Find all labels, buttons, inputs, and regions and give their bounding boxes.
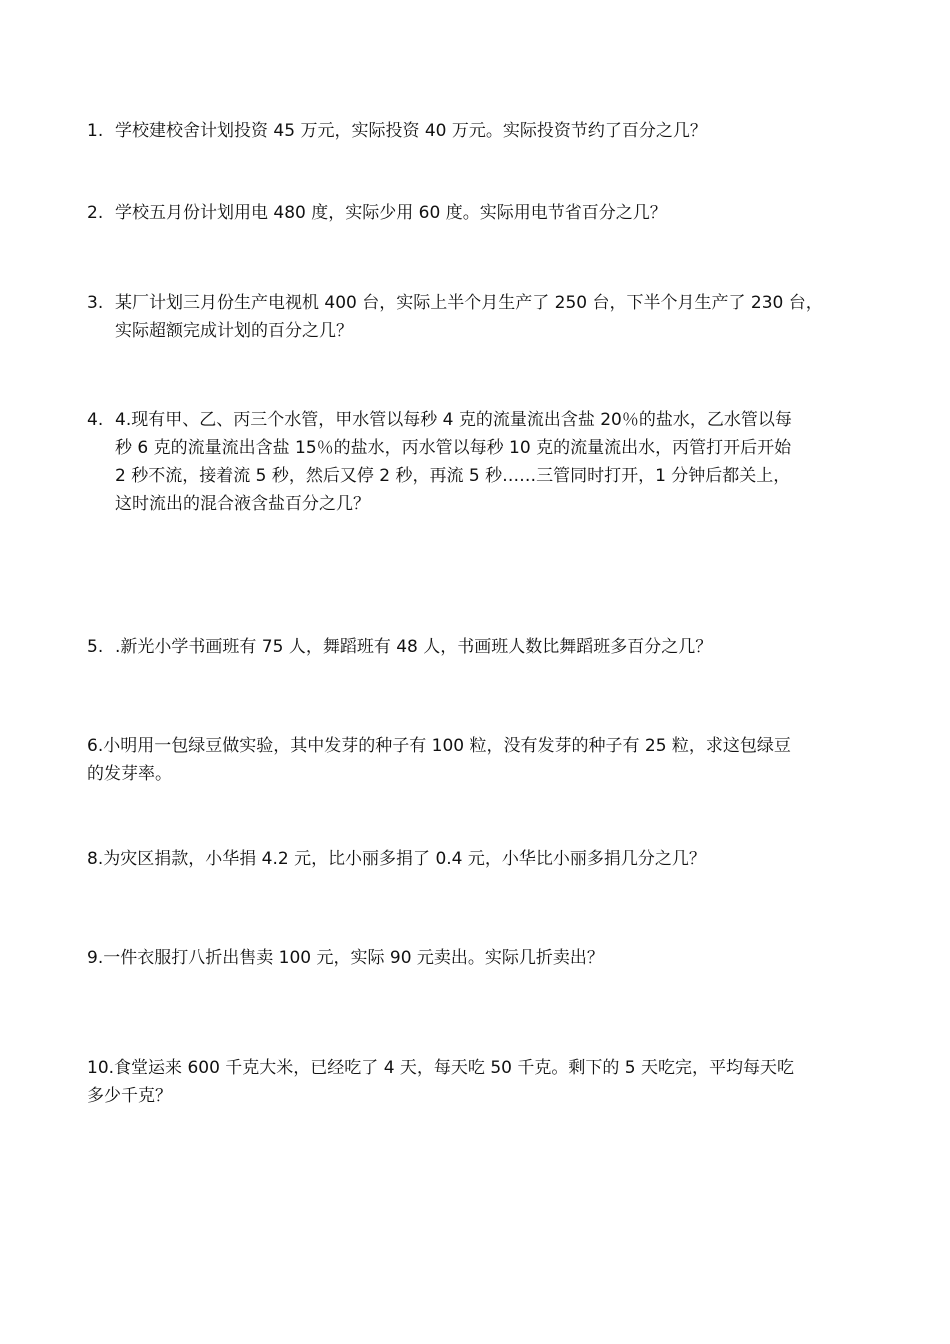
problem-2 (87, 199, 667, 227)
problem-text: 8.为灾区捐款，小华捐 4.2 元，比小丽多捐了 0.4 元，小华比小丽多捐几分之几？ (87, 849, 706, 869)
problem-text: 多少千克？ (87, 1086, 172, 1106)
problem-10 (87, 1054, 794, 1110)
problem-5 (87, 633, 712, 661)
problem-text: 2 秒不流，接着流 5 秒，然后又停 2 秒，再流 5 秒……三管同时打开，1 分钟后都关上， (115, 466, 791, 486)
problem-number: 2. (87, 203, 104, 223)
problem-text: 实际超额完成计划的百分之几？ (115, 321, 353, 341)
problem-6 (87, 732, 791, 788)
problem-text: 某厂计划三月份生产电视机 400 台，实际上半个月生产了 250 台，下半个月生产了 230 台， (115, 293, 823, 313)
problem-text: 的发芽率。 (87, 764, 172, 784)
problem-text: 4.现有甲、乙、丙三个水管，甲水管以每秒 4 克的流量流出含盐 20％的盐水，乙水管以每 (115, 410, 792, 430)
problem-text: 秒 6 克的流量流出含盐 15％的盐水，丙水管以每秒 10 克的流量流出水，丙管打开后开始 (115, 438, 792, 458)
problem-text: .新光小学书画班有 75 人，舞蹈班有 48 人，书画班人数比舞蹈班多百分之几？ (115, 637, 713, 657)
problem-number: 3. (87, 293, 104, 313)
problem-text: 学校建校舍计划投资 45 万元，实际投资 40 万元。实际投资节约了百分之几？ (115, 121, 707, 141)
problem-1 (87, 117, 707, 145)
problem-text: 学校五月份计划用电 480 度，实际少用 60 度。实际用电节省百分之几？ (115, 203, 667, 223)
problem-3 (87, 289, 823, 345)
problem-text: 10.食堂运来 600 千克大米，已经吃了 4 天，每天吃 50 千克。剩下的 5 天吃完，平均每天吃 (87, 1058, 794, 1078)
problem-text: 9.一件衣服打八折出售卖 100 元，实际 90 元卖出。实际几折卖出？ (87, 948, 604, 968)
problem-4 (87, 406, 792, 518)
problem-text: 6.小明用一包绿豆做实验，其中发芽的种子有 100 粒，没有发芽的种子有 25 粒，求这包绿豆 (87, 736, 791, 756)
problem-number: 5. (87, 637, 104, 657)
problem-9 (87, 944, 604, 972)
problem-number: 1. (87, 121, 104, 141)
problem-number: 4. (87, 410, 104, 430)
problem-8 (87, 845, 706, 873)
problem-text: 这时流出的混合液含盐百分之几？ (115, 494, 370, 514)
